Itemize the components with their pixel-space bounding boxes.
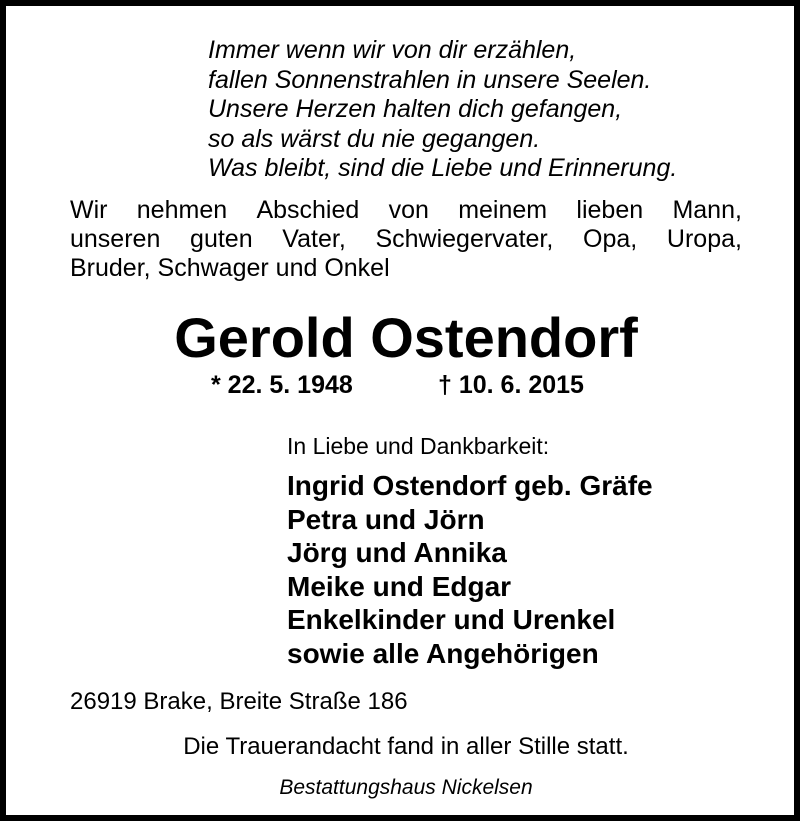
word: Uropa, [666, 225, 742, 253]
poem-line: Immer wenn wir von dir erzählen, [208, 36, 577, 64]
word: Mann, [672, 196, 742, 224]
poem-line: Unsere Herzen halten dich gefangen, [208, 95, 623, 123]
word: von [388, 196, 429, 224]
poem-line: so als wärst du nie gegangen. [208, 124, 541, 153]
mourners-list [287, 469, 653, 670]
word: nehmen [136, 196, 228, 224]
mourner-name: Jörg und Annika [287, 537, 507, 568]
word: guten [190, 225, 253, 253]
farewell-text [70, 196, 742, 283]
word: Vater, [282, 225, 346, 253]
service-note: Die Trauerandacht fand in aller Stille statt. [183, 733, 629, 760]
mourner-name: Meike und Edgar [287, 570, 512, 602]
poem-line: Was bleibt, sind die Liebe und Erinnerung. [208, 154, 678, 182]
deceased-name: Gerold Ostendorf [174, 306, 638, 369]
mourner-name: Petra und Jörn [287, 503, 485, 535]
word: Abschied [256, 196, 360, 224]
word: unseren [70, 225, 161, 253]
word: Opa, [583, 225, 638, 253]
death-date: † 10. 6. 2015 [438, 371, 584, 399]
mourner-name: Enkelkinder und Urenkel [287, 604, 616, 635]
word: Wir [70, 196, 108, 224]
word: Schwiegervater, [375, 225, 554, 253]
farewell-line [70, 225, 742, 254]
word: lieben [576, 196, 644, 224]
mourner-name: Ingrid Ostendorf geb. Gräfe [287, 470, 653, 501]
word: meinem [458, 196, 548, 224]
mourner-name: sowie alle Angehörigen [287, 637, 599, 669]
poem-line: fallen Sonnenstrahlen in unsere Seelen. [208, 65, 652, 94]
mourners-intro: In Liebe und Dankbarkeit: [287, 433, 550, 459]
family-address: 26919 Brake, Breite Straße 186 [70, 688, 408, 715]
birth-date: * 22. 5. 1948 [211, 371, 353, 399]
farewell-line: Bruder, Schwager und Onkel [70, 254, 390, 282]
undertaker-name: Bestattungshaus Nickelsen [279, 776, 533, 799]
poem [208, 36, 677, 184]
farewell-line [70, 196, 742, 225]
